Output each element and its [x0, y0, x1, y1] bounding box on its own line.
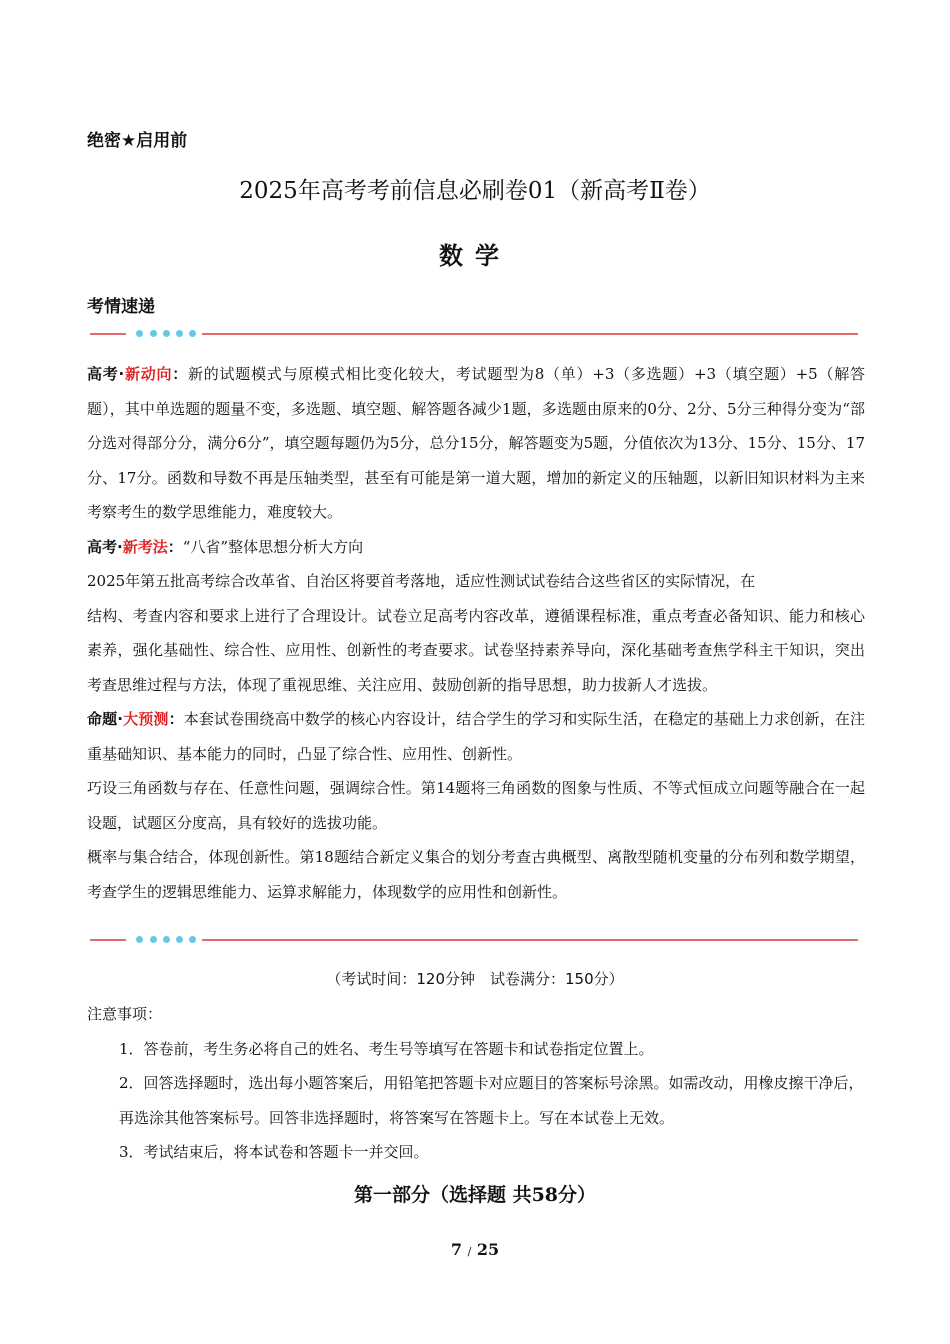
paragraph-new-trend: 高考·新动向：新的试题模式与原模式相比变化较大，考试题型为8（单）+3（多选题）+3（填空题）+5（解答题），其中单选题的题量不变，多选题、填空题、解答题各减少1题，多选题由原来的0分、2分、5分三种得分变为“部分选对得部分分，满分6分”，填空题每题仍为5分，总分15分，解答题变为5题，分值依次为13分、15分、15分、17分、17分。函数和导数不再是压轴类型，甚至有可能是第一道大题，增加的新定义的压轴题，以新旧知识材料为主来考察考生的数学思维能力，难度较大。	[87, 365, 865, 521]
divider-line-left	[90, 939, 126, 941]
divider-line-right	[202, 333, 858, 335]
page-separator: /	[467, 1245, 472, 1258]
paragraph-text: 新的试题模式与原模式相比变化较大，考试题型为8（单）+3（多选题）+3（填空题）+5（解答题），其中单选题的题量不变，多选题、填空题、解答题各减少1题，多选题由原来的0分、2分、5分三种得分变为“部分选对得部分分，满分6分”，填空题每题仍为5分，总分15分，解答题变为5题，分值依次为13分、15分、15分、17分、17分。函数和导数不再是压轴类型，甚至有可能是第一道大题，增加的新定义的压轴题，以新旧知识材料为主来考察考生的数学思维能力，难度较大。	[87, 365, 865, 521]
section-divider-bottom	[90, 934, 858, 946]
divider-dot	[176, 936, 183, 943]
section-heading: 考情速递	[87, 297, 155, 317]
note-item: 1．答卷前，考生务必将自己的姓名、考生号等填写在答题卡和试卷指定位置上。	[119, 1039, 654, 1058]
notes-block	[87, 997, 865, 1170]
paragraph-new-method: 高考·新考法：“八省”整体思想分析大方向	[87, 537, 364, 556]
divider-dot	[163, 330, 170, 337]
divider-dot	[189, 330, 196, 337]
divider-dot	[163, 936, 170, 943]
label-prefix: 高考·	[87, 537, 123, 556]
page-current: 7	[450, 1240, 462, 1259]
page-total: 25	[476, 1240, 500, 1259]
label-highlight: 新动向	[124, 365, 173, 383]
section-divider-top	[90, 328, 858, 340]
divider-dot	[150, 936, 157, 943]
exam-overview-text	[87, 357, 865, 909]
divider-dot	[136, 330, 143, 337]
page-title: 2025年高考考前信息必刷卷01（新高考Ⅱ卷）	[239, 178, 711, 204]
exam-time-info: （考试时间：120分钟 试卷满分：150分）	[326, 970, 624, 988]
divider-dot	[150, 330, 157, 337]
paragraph-reform-line: 2025年第五批高考综合改革省、自治区将要首考落地，适应性测试试卷结合这些省区的实际情况，在	[87, 572, 756, 590]
note-item: 3．考试结束后，将本试卷和答题卡一并交回。	[119, 1143, 429, 1161]
label-prefix: 高考·	[87, 365, 125, 383]
divider-dot	[189, 936, 196, 943]
label-highlight: 大预测	[122, 710, 169, 728]
paragraph-prediction: 命题·大预测：本套试卷围绕高中数学的核心内容设计，结合学生的学习和实际生活，在稳定的基础上力求创新，在注重基础知识、基本能力的同时，凸显了综合性、应用性、创新性。	[87, 710, 865, 763]
divider-line-left	[90, 333, 126, 335]
paragraph-text: 本套试卷围绕高中数学的核心内容设计，结合学生的学习和实际生活，在稳定的基础上力求创新，在注重基础知识、基本能力的同时，凸显了综合性、应用性、创新性。	[87, 710, 865, 763]
confidential-label: 绝密★启用前	[87, 131, 188, 151]
label-highlight: 新考法	[122, 537, 168, 556]
paragraph-probability: 概率与集合结合，体现创新性。第18题结合新定义集合的划分考查古典概型、离散型随机变量的分布列和数学期望，考查学生的逻辑思维能力、运算求解能力，体现数学的应用性和创新性。	[87, 848, 865, 901]
page-number	[0, 1240, 950, 1259]
divider-line-right	[202, 939, 858, 941]
paragraph-reform: 结构、考查内容和要求上进行了合理设计。试卷立足高考内容改革，遵循课程标准，重点考查必备知识、能力和核心素养，强化基础性、综合性、应用性、创新性的考查要求。试卷坚持素养导向，深化基础考查焦学科主干知识，突出考查思维过程与方法，体现了重视思维、关注应用、鼓励创新的指导思想，助力拔新人才选拔。	[87, 606, 865, 694]
paragraph-text: “八省”整体思想分析大方向	[182, 537, 364, 556]
note-item: 2．回答选择题时，选出每小题答案后，用铅笔把答题卡对应题目的答案标号涂黑。如需改动，用橡皮擦干净后，再选涂其他答案标号。回答非选择题时，将答案写在答题卡上。写在本试卷上无效。	[119, 1074, 864, 1127]
paragraph-trig: 巧设三角函数与存在、任意性问题，强调综合性。第14题将三角函数的图象与性质、不等式恒成立问题等融合在一起设题，试题区分度高，具有较好的选拔功能。	[87, 779, 865, 832]
divider-dot	[136, 936, 143, 943]
divider-dot	[176, 330, 183, 337]
label-prefix: 命题·	[87, 710, 123, 728]
notes-heading: 注意事项：	[87, 1005, 163, 1023]
subject-heading: 数学	[439, 241, 511, 270]
part-heading: 第一部分（选择题 共58分）	[353, 1184, 597, 1206]
